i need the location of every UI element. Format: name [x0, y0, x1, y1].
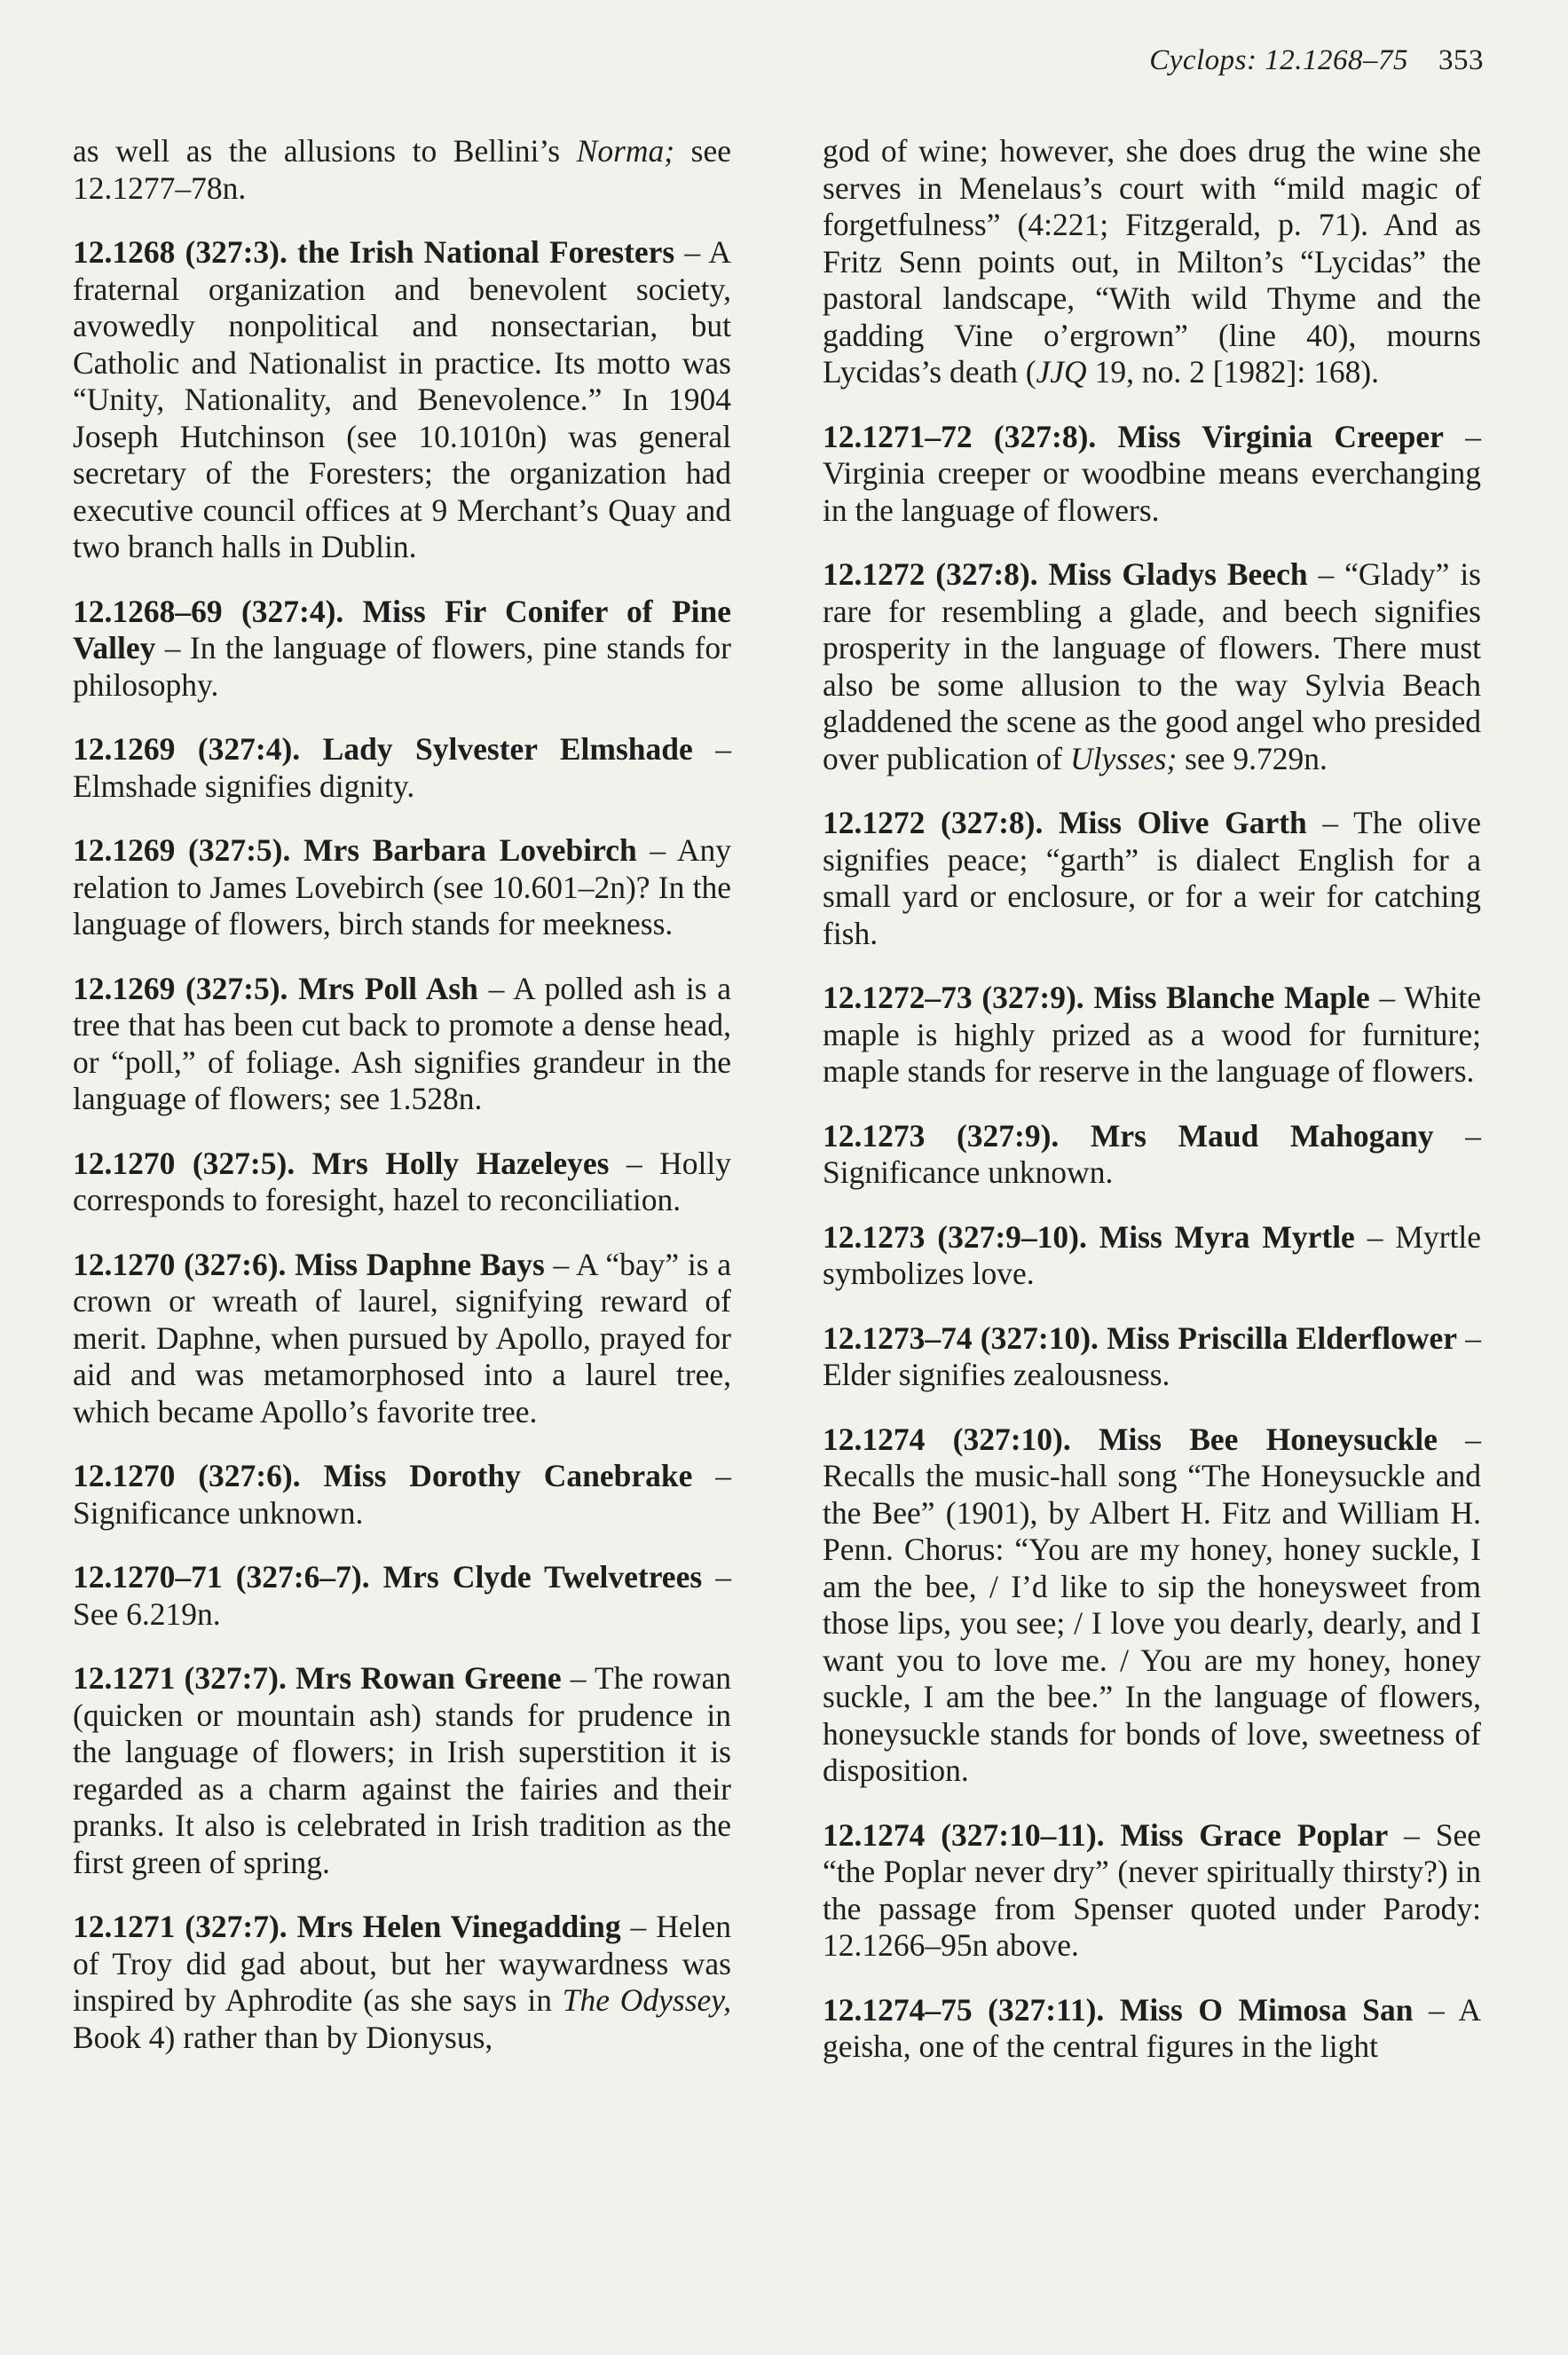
entry-lemma: 12.1273–74 (327:10). Miss Priscilla Elderflower — [823, 1319, 1458, 1356]
entry-lemma: 12.1274 (327:10). Miss Bee Honeysuckle — [823, 1421, 1438, 1457]
annotation-entry — [73, 1660, 731, 1881]
annotation-entry — [823, 980, 1481, 1091]
annotation-entry — [73, 971, 731, 1118]
entry-lemma: 12.1272 (327:8). Miss Gladys Beech — [823, 556, 1308, 592]
entry-gloss: – Significance unknown. — [73, 1458, 732, 1531]
entry-gloss: – The olive signifies peace; “garth” is dialect English for a small yard or enclosure, or for a weir for catching fish. — [823, 805, 1481, 951]
entry-lemma: 12.1272–73 (327:9). Miss Blanche Maple — [823, 980, 1370, 1015]
entry-gloss: – White maple is highly prized as a wood for furniture; maple stands for reserve in the language of flowers. — [823, 980, 1481, 1089]
annotation-entry — [73, 1559, 731, 1633]
right-column — [823, 133, 1481, 2066]
entry-gloss: – See 6.219n. — [73, 1559, 731, 1632]
entry-lemma: 12.1271 (327:7). Mrs Rowan Greene — [73, 1660, 562, 1696]
entry-gloss: – Elder signifies zealousness. — [823, 1319, 1481, 1392]
entry-gloss: – A fraternal organization and benevolent society, avowedly nonpolitical and nonsectarian, but Catholic and Nationalist in practice. Its motto was “Unity, Nationality, and Benevolence.” In 1904 Joseph Hutchinson (see 10.1010n) was general secretary of the Foresters; the organization had executive council offices at 9 Merchant’s Quay and two branch halls in Dublin. — [73, 234, 732, 564]
entry-gloss: god of wine; however, she does drug the wine she serves in Menelaus’s court with “mild magic of forgetfulness” (4:221; Fitzgerald, p. 71). And as Fritz Senn points out, in Milton’s “Lycidas” the pastoral landscape, “With wild Thyme and the gadding Vine o’ergrown” (line 40), mourns Lycidas’s death (JJQ 19, no. 2 [1982]: 168). — [823, 133, 1481, 390]
entry-gloss: – Significance unknown. — [823, 1117, 1481, 1190]
entry-gloss: – Helen of Troy did gad about, but her waywardness was inspired by Aphrodite (as she says in The Odyssey, Book 4) rather than by Dionysus, — [73, 1909, 731, 2055]
entry-lemma: 12.1273 (327:9). Mrs Maud Mahogany — [823, 1117, 1434, 1154]
entry-lemma: 12.1270 (327:5). Mrs Holly Hazeleyes — [73, 1145, 610, 1181]
annotation-entry — [823, 1219, 1481, 1293]
entry-gloss: – The rowan (quicken or mountain ash) stands for prudence in the language of flowers; in Irish superstition it is regarded as a charm against the fairies and their pranks. It also is celebrated in Irish tradition as the first green of spring. — [73, 1660, 732, 1880]
entry-lemma: 12.1268–69 (327:4). Miss Fir Conifer of Pine Valley — [73, 593, 731, 666]
annotation-entry — [73, 1458, 731, 1532]
entry-gloss: – Recalls the music-hall song “The Honeysuckle and the Bee” (1901), by Albert H. Fitz and William H. Penn. Chorus: “You are my honey, honey suckle, I am the bee, / I’d like to sip the honeysweet from those lips, you see; / I love you dearly, dearly, and I want you to love me. / You are my honey, honey suckle, I am the bee.” In the language of flowers, honeysuckle stands for bonds of love, sweetness of disposition. — [823, 1421, 1482, 1788]
running-head — [1149, 44, 1484, 77]
entry-lemma: 12.1270 (327:6). Miss Daphne Bays — [73, 1246, 545, 1282]
entry-gloss: – Elmshade signifies dignity. — [73, 731, 731, 804]
annotation-entry — [823, 1992, 1481, 2066]
annotation-entry — [823, 556, 1481, 777]
annotation-entry — [73, 594, 731, 705]
running-head-title: Cyclops: 12.1268–75 — [1149, 44, 1408, 76]
entry-gloss: – A polled ash is a tree that has been cut back to promote a dense head, or “poll,” of foliage. Ash signifies grandeur in the language of flowers; see 1.528n. — [73, 970, 731, 1116]
entry-gloss: – “Glady” is rare for resembling a glade, and beech signifies prosperity in the language of flowers. There must also be some allusion to the way Sylvia Beach gladdened the scene as the good angel who presided over publication of Ulysses; see 9.729n. — [823, 556, 1481, 776]
entry-lemma: 12.1269 (327:5). Mrs Barbara Lovebirch — [73, 832, 637, 868]
entry-lemma: 12.1274 (327:10–11). Miss Grace Poplar — [823, 1816, 1389, 1853]
annotation-entry — [73, 234, 731, 566]
annotation-entry — [73, 1146, 731, 1219]
annotation-entry — [73, 133, 731, 207]
entry-lemma: 12.1270–71 (327:6–7). Mrs Clyde Twelvetrees — [73, 1559, 703, 1595]
entry-gloss: – Virginia creeper or woodbine means everchanging in the language of flowers. — [823, 418, 1481, 528]
annotation-entry — [823, 805, 1481, 952]
entry-lemma: 12.1274–75 (327:11). Miss O Mimosa San — [823, 1991, 1414, 2028]
entry-gloss: – A “bay” is a crown or wreath of laurel, signifying reward of merit. Daphne, when pursued by Apollo, prayed for aid and was metamorphosed into a laurel tree, which became Apollo’s favorite tree. — [73, 1246, 731, 1430]
annotation-entry — [823, 1817, 1481, 1965]
entry-gloss: – In the language of flowers, pine stands for philosophy. — [73, 630, 731, 703]
entry-gloss: as well as the allusions to Bellini’s Norma; see 12.1277–78n. — [73, 133, 731, 206]
entry-lemma: 12.1271–72 (327:8). Miss Virginia Creeper — [823, 418, 1444, 454]
annotation-entry — [823, 1320, 1481, 1394]
entry-lemma: 12.1269 (327:5). Mrs Poll Ash — [73, 970, 478, 1006]
page-number: 353 — [1438, 44, 1484, 76]
entry-lemma: 12.1272 (327:8). Miss Olive Garth — [823, 805, 1307, 840]
entry-gloss: – See “the Poplar never dry” (never spiritually thirsty?) in the passage from Spenser quoted under Parody: 12.1266–95n above. — [823, 1816, 1482, 1963]
entry-lemma: 12.1273 (327:9–10). Miss Myra Myrtle — [823, 1218, 1355, 1255]
entry-gloss: – Holly corresponds to foresight, hazel to reconciliation. — [73, 1145, 731, 1217]
annotation-entry — [73, 1247, 731, 1431]
entry-lemma: 12.1268 (327:3). the Irish National Foresters — [73, 234, 675, 270]
annotation-entry — [73, 832, 731, 943]
annotation-entry — [73, 1909, 731, 2056]
entry-lemma: 12.1270 (327:6). Miss Dorothy Canebrake — [73, 1458, 693, 1493]
left-column — [73, 133, 731, 2056]
entry-lemma: 12.1271 (327:7). Mrs Helen Vinegadding — [73, 1909, 621, 1944]
entry-gloss: – Myrtle symbolizes love. — [823, 1218, 1481, 1291]
annotation-entry — [823, 1118, 1481, 1192]
annotation-entry — [823, 1422, 1481, 1790]
entry-gloss: – A geisha, one of the central figures in the light — [823, 1991, 1481, 2064]
entry-lemma: 12.1269 (327:4). Lady Sylvester Elmshade — [73, 731, 693, 767]
annotation-entry — [823, 419, 1481, 530]
entry-gloss: – Any relation to James Lovebirch (see 10.601–2n)? In the language of flowers, birch stands for meekness. — [73, 832, 731, 941]
annotation-entry — [73, 731, 731, 805]
annotation-entry — [823, 133, 1481, 391]
